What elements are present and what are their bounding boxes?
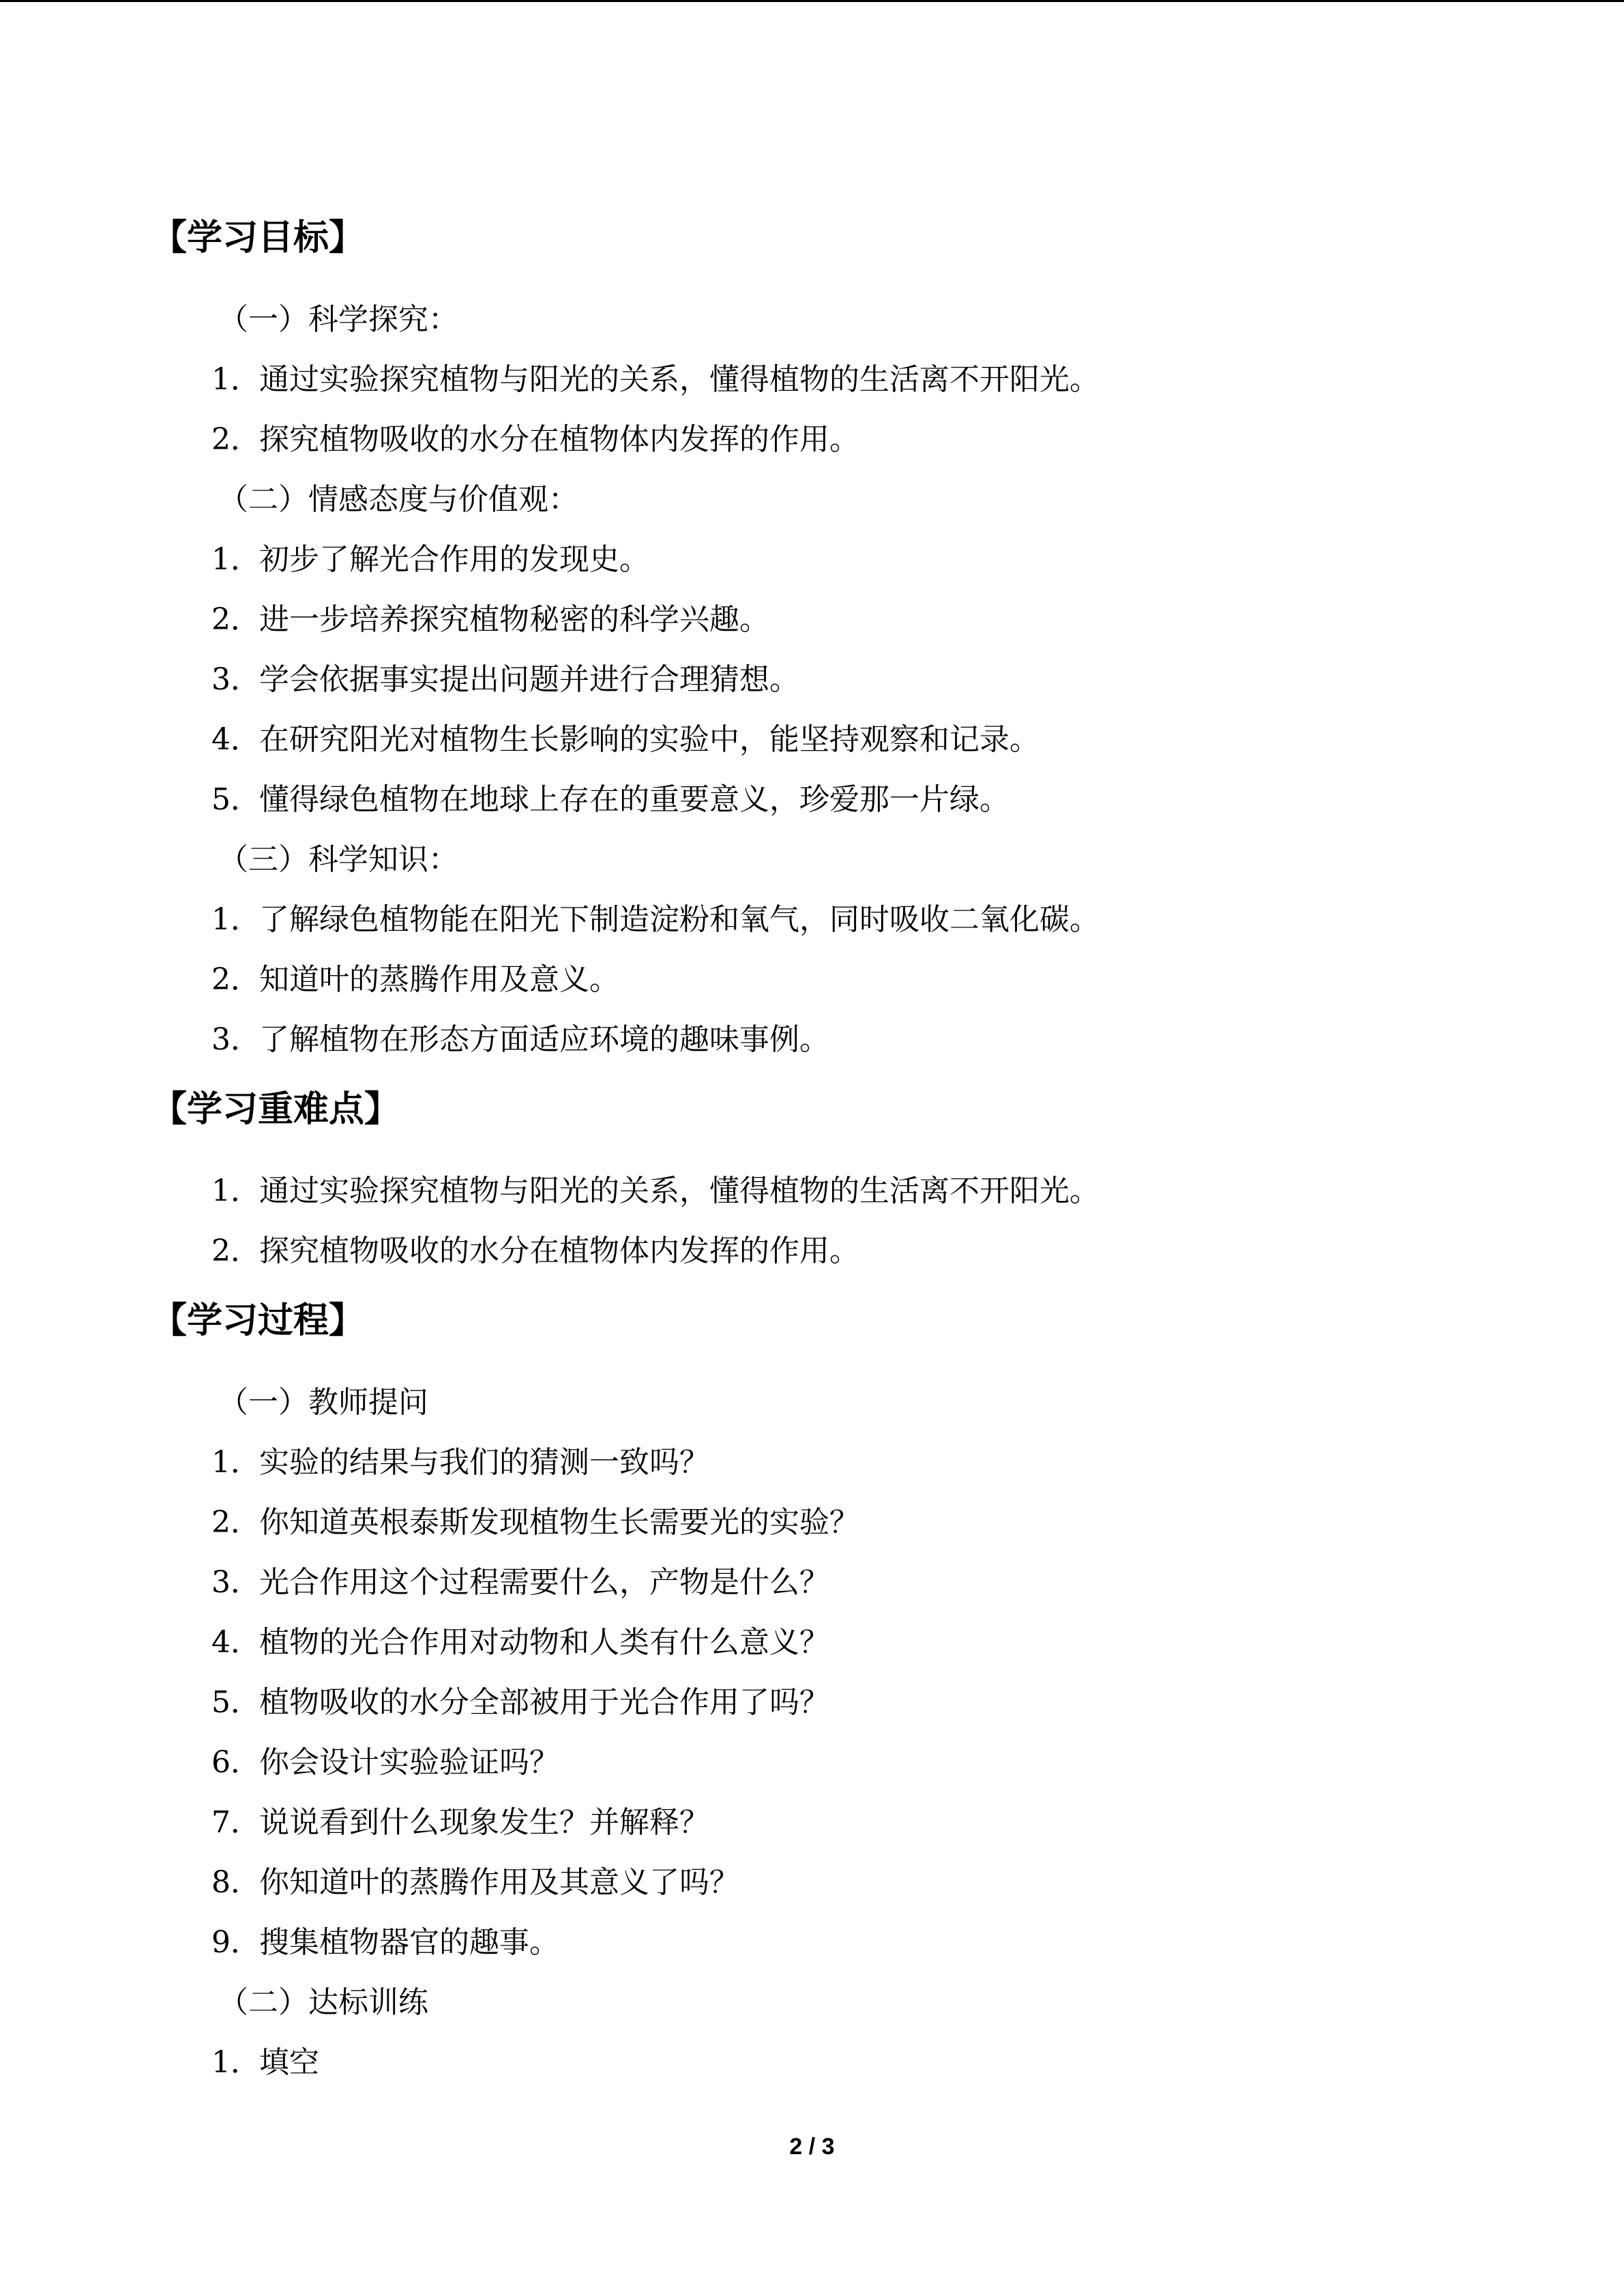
list-item <box>151 1433 1502 1493</box>
list-item <box>151 350 1502 410</box>
list-item-number: 2． <box>211 422 261 457</box>
subsection-title: （一）科学探究： <box>218 302 458 337</box>
list-item-number: 2． <box>211 602 261 637</box>
list-item-number: 7． <box>211 1805 261 1840</box>
list-item-text: 通过实验探究植物与阳光的关系，懂得植物的生活离不开阳光。 <box>259 1174 1099 1208</box>
list-item-number: 1． <box>211 362 261 397</box>
list-item <box>151 1733 1502 1793</box>
subsection-title: （二）达标训练 <box>218 1985 428 2020</box>
list-item-number: 1． <box>211 2045 261 2080</box>
list-item <box>151 950 1502 1010</box>
list-item <box>151 530 1502 590</box>
page-number: 2 / 3 <box>789 2134 835 2160</box>
list-item-number: 1． <box>211 1174 261 1208</box>
list-item-text: 光合作用这个过程需要什么，产物是什么？ <box>259 1565 829 1600</box>
list-item-number: 3． <box>211 1022 261 1057</box>
subsection-title: （三）科学知识： <box>218 842 458 877</box>
list-item-text: 你会设计实验验证吗？ <box>259 1745 559 1780</box>
list-item-number: 3． <box>211 1565 261 1600</box>
list-item <box>151 890 1502 950</box>
list-item-text: 说说看到什么现象发生？并解释？ <box>259 1805 709 1840</box>
list-item <box>151 770 1502 830</box>
list-item-number: 2． <box>211 1505 261 1540</box>
list-item-number: 9． <box>211 1925 261 1960</box>
list-item <box>151 1161 1502 1221</box>
list-item-number: 4． <box>211 1625 261 1660</box>
list-item-text: 进一步培养探究植物秘密的科学兴趣。 <box>259 602 769 637</box>
section-heading: 【学习重难点】 <box>151 1089 400 1130</box>
document-body <box>151 208 1502 2093</box>
list-item-number: 5． <box>211 1685 261 1720</box>
list-item <box>151 710 1502 770</box>
top-border-line <box>0 0 1624 2</box>
list-item <box>151 1010 1502 1070</box>
list-item-number: 1． <box>211 542 261 577</box>
list-item <box>151 410 1502 470</box>
list-item-number: 3． <box>211 662 261 697</box>
list-item <box>151 1913 1502 1973</box>
list-item-text: 通过实验探究植物与阳光的关系，懂得植物的生活离不开阳光。 <box>259 362 1099 397</box>
list-item-text: 你知道英根泰斯发现植物生长需要光的实验？ <box>259 1505 859 1540</box>
list-item-text: 植物的光合作用对动物和人类有什么意义？ <box>259 1625 829 1660</box>
list-item-number: 6． <box>211 1745 261 1780</box>
list-item-text: 填空 <box>259 2045 319 2080</box>
list-item <box>151 590 1502 650</box>
list-item <box>151 1553 1502 1613</box>
list-item-text: 初步了解光合作用的发现史。 <box>259 542 649 577</box>
list-item-number: 2． <box>211 962 261 997</box>
list-item <box>151 1673 1502 1733</box>
list-item <box>151 1793 1502 1853</box>
list-item <box>151 1493 1502 1553</box>
subsection-title: （一）教师提问 <box>218 1385 428 1420</box>
list-item-text: 探究植物吸收的水分在植物体内发挥的作用。 <box>259 1234 859 1268</box>
list-item <box>151 1221 1502 1281</box>
list-item-text: 知道叶的蒸腾作用及意义。 <box>259 962 619 997</box>
list-item-text: 了解绿色植物能在阳光下制造淀粉和氧气，同时吸收二氧化碳。 <box>259 902 1099 937</box>
list-item-text: 学会依据事实提出问题并进行合理猜想。 <box>259 662 799 697</box>
section-heading: 【学习目标】 <box>151 218 365 258</box>
list-item-number: 5． <box>211 782 261 817</box>
list-item-text: 实验的结果与我们的猜测一致吗？ <box>259 1445 709 1480</box>
list-item-number: 1． <box>211 1445 261 1480</box>
list-item-text: 在研究阳光对植物生长影响的实验中，能坚持观察和记录。 <box>259 722 1039 757</box>
subsection-title: （二）情感态度与价值观： <box>218 482 578 517</box>
list-item-text: 搜集植物器官的趣事。 <box>259 1925 559 1960</box>
list-item-text: 了解植物在形态方面适应环境的趣味事例。 <box>259 1022 829 1057</box>
list-item-text: 植物吸收的水分全部被用于光合作用了吗？ <box>259 1685 829 1720</box>
list-item-number: 2． <box>211 1234 261 1268</box>
list-item <box>151 650 1502 710</box>
list-item-text: 懂得绿色植物在地球上存在的重要意义，珍爱那一片绿。 <box>259 782 1009 817</box>
section-heading: 【学习过程】 <box>151 1300 365 1341</box>
list-item-number: 8． <box>211 1865 261 1900</box>
list-item <box>151 1613 1502 1673</box>
list-item-number: 4． <box>211 722 261 757</box>
list-item-text: 探究植物吸收的水分在植物体内发挥的作用。 <box>259 422 859 457</box>
list-item <box>151 2033 1502 2093</box>
list-item-text: 你知道叶的蒸腾作用及其意义了吗？ <box>259 1865 739 1900</box>
list-item <box>151 1853 1502 1913</box>
list-item-number: 1． <box>211 902 261 937</box>
